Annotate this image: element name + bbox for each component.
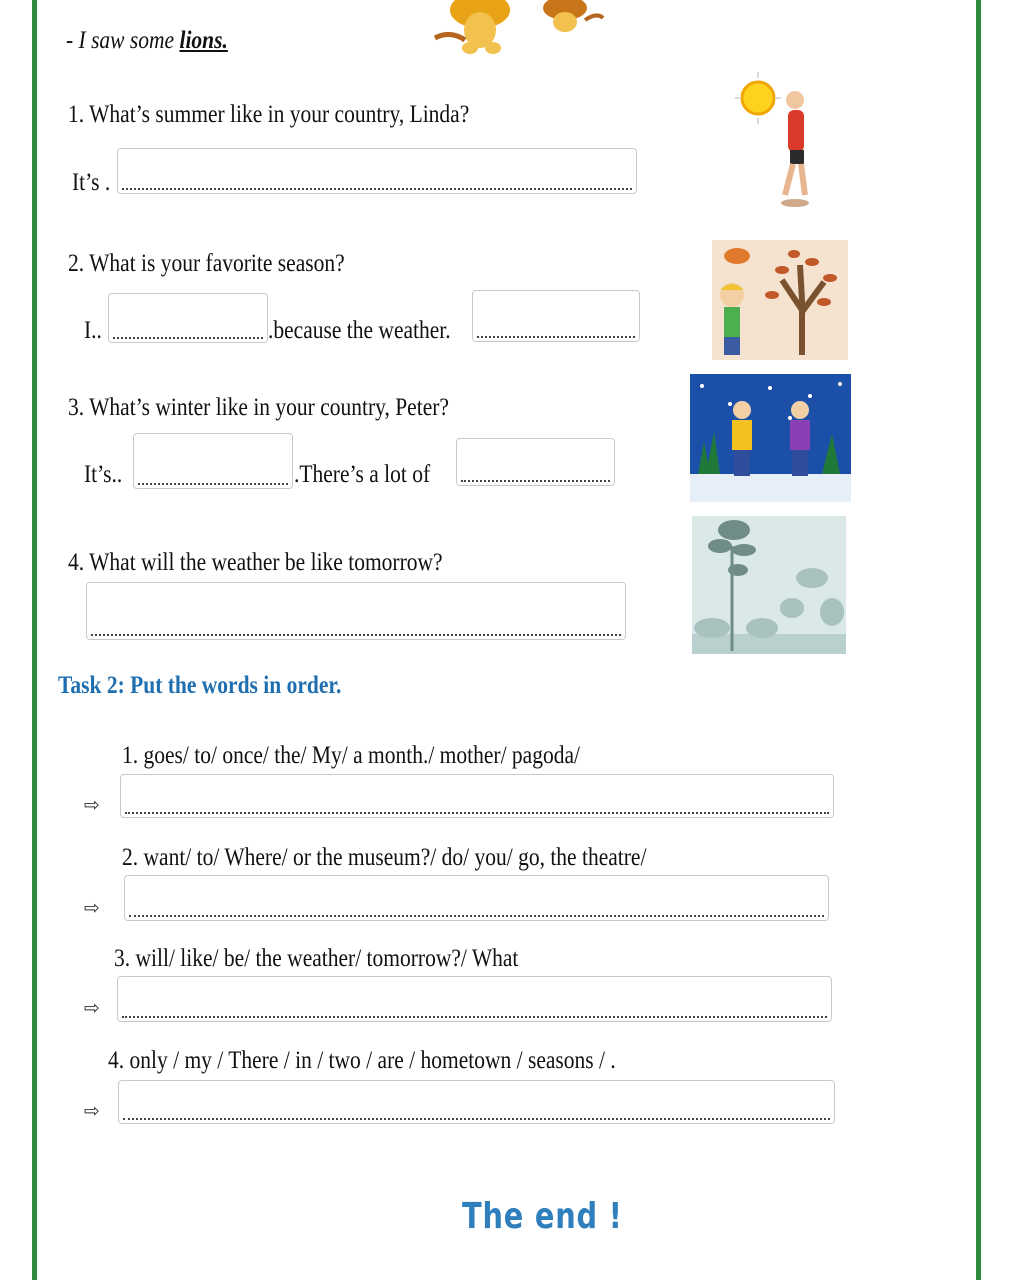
question-text: What’s winter like in your country, Peter? <box>89 394 449 421</box>
item-words: want/ to/ Where/ or the museum?/ do/ you/ go, the theatre/ <box>143 844 647 871</box>
answer-2-middle: .because the weather. <box>268 317 451 344</box>
intro-answer: lions. <box>179 27 228 54</box>
dotted-line <box>477 336 635 338</box>
arrow-icon: ⇨ <box>84 794 100 816</box>
dotted-line <box>91 634 621 636</box>
winter-snow-kids-image <box>690 374 851 502</box>
question-1 <box>68 100 469 130</box>
arrow-icon: ⇨ <box>84 997 100 1019</box>
task-2-answer-3-field[interactable] <box>117 976 832 1022</box>
item-words: goes/ to/ once/ the/ My/ a month./ mother/ pagoda/ <box>143 742 580 769</box>
question-number: 1. <box>68 101 85 128</box>
item-number: 1. <box>122 742 139 769</box>
dotted-line <box>123 1118 830 1120</box>
question-4 <box>68 548 443 578</box>
autumn-tree-image <box>712 240 848 360</box>
item-words: will/ like/ be/ the weather/ tomorrow?/ What <box>135 945 519 972</box>
answer-4-field[interactable] <box>86 582 626 640</box>
question-text: What’s summer like in your country, Linda? <box>89 101 470 128</box>
question-number: 3. <box>68 394 85 421</box>
question-text: What will the weather be like tomorrow? <box>89 549 443 576</box>
dotted-line <box>122 188 632 190</box>
answer-2-weather-field[interactable] <box>472 290 640 342</box>
dotted-line <box>125 812 829 814</box>
hot-sun-man-image <box>733 70 833 210</box>
task-2-item-4 <box>108 1046 616 1076</box>
question-text: What is your favorite season? <box>89 250 345 277</box>
intro-prefix: - I saw some <box>66 27 180 54</box>
answer-3-middle: .There’s a lot of <box>294 461 431 488</box>
item-number: 2. <box>122 844 139 871</box>
dotted-line <box>129 915 824 917</box>
lion-image <box>425 0 605 58</box>
answer-2-season-field[interactable] <box>108 293 268 343</box>
question-number: 2. <box>68 250 85 277</box>
answer-2-prefix: I.. <box>84 317 102 344</box>
answer-3-lot-field[interactable] <box>456 438 615 486</box>
task-2-item-3 <box>114 944 518 974</box>
task-2-item-1 <box>122 741 580 771</box>
question-number: 4. <box>68 549 85 576</box>
page-border-right <box>976 0 981 1280</box>
dotted-line <box>461 480 610 482</box>
item-number: 4. <box>108 1047 125 1074</box>
arrow-icon: ⇨ <box>84 897 100 919</box>
answer-3-weather-field[interactable] <box>133 433 293 489</box>
item-number: 3. <box>114 945 131 972</box>
foggy-forest-image <box>692 516 846 654</box>
page-border-left <box>32 0 37 1280</box>
task-2-item-2 <box>122 843 646 873</box>
task-2-heading: Task 2: Put the words in order. <box>58 672 342 699</box>
item-words: only / my / There / in / two / are / hometown / seasons / . <box>129 1047 616 1074</box>
the-end-text: The end ! <box>462 1196 623 1237</box>
dotted-line <box>122 1016 827 1018</box>
intro-sentence <box>66 26 228 56</box>
dotted-line <box>113 337 263 339</box>
answer-3-prefix: It’s.. <box>84 461 123 488</box>
answer-1-field[interactable] <box>117 148 637 194</box>
answer-1-prefix: It’s . <box>72 169 111 196</box>
task-2-answer-1-field[interactable] <box>120 774 834 818</box>
task-2-answer-4-field[interactable] <box>118 1080 835 1124</box>
task-2-answer-2-field[interactable] <box>124 875 829 921</box>
dotted-line <box>138 483 288 485</box>
question-2 <box>68 249 345 279</box>
question-3 <box>68 393 449 423</box>
arrow-icon: ⇨ <box>84 1100 100 1122</box>
